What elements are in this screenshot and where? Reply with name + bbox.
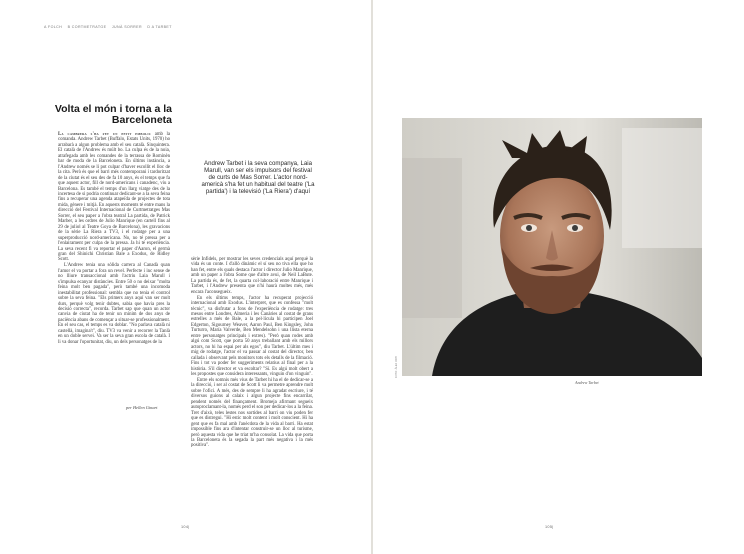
article-title: Volta el món i torna a la Barceloneta: [54, 103, 172, 126]
page-number-right: 105|: [545, 525, 554, 529]
photo-caption: Andrew Tarbet: [575, 380, 599, 385]
photo-credit: FOTO: ÀLEX ORTI: [395, 355, 398, 378]
paragraph-text: L'Andrew tenia una sòlida carrera al Canadà quan l'amor el va portar a fora un revel. Perfecte i inc sense de no lliure transaccional amb l'actriu Laia Marull i s'impulsa ecanyar distàncies. Entre 50 o no deixar "molta feina molt ben pagada", però també una incomoda inestabilitat professional: sembla que no tenia el control sobre la seva feina. "Els primers anys aquí van ser molt durs, perquè volg tenir dubtes, sabia que havia pres la decisió correcta", recorda. Tarbet sap que quan un actor canvia de ciutat ha de tenir un mínim de dos anys de paciència abans de començar a situar-se professionalment. En el seu cas, el temps es va doblar. "No parlava català ni castellà, imagina't", diu. TV3 va venir a recorrer la Tanlà en un doble servei. Va ser la seva gran escola de català. I li va donar l'oportunitat, diu, un dels personatges de la: [58, 263, 170, 345]
running-head: [44, 25, 176, 29]
body-column-2: [191, 257, 313, 449]
body-paragraph: [58, 132, 170, 263]
body-paragraph: Entre els somnis més vius de Tarbet hi ha el de dedicar-se a la direcció, i ser al costat de Scott li va permetre aprendre molt sobre l'ofici. A més, des de sempre li ha agradat escriure, i té diversos guions al calaix i algun projecte fins encarrilat, pendent només del finançament. Bromeja afirmant segueix autoproclamant-la, només perd el son per dedicar-los a la feina. Tret d'això, teles lestes nos sortides al barri on viu poden fer que es distregui. "Hi estic molt content i molt conscient. Hi ha gent que es fa mal amb l'anècdota de la vida al barri. Ha estat impossible fins ara d'intentar construir-se un lloc al turisme, però aquesta vida que he triat m'ha consolat. La vida que porta la Barceloneta és la segada la part més negativa i la més positiva".: [191, 377, 313, 449]
body-paragraph: [58, 263, 170, 345]
body-column-1: [58, 132, 170, 346]
body-paragraph: sèrie Infidels, per mostrar les seves credencials aquí perquè la vida és un conte. I d'allò dinàmic el sí seu no tiva ella que ho han fet, entre els quals destaca l'actor i director Julio Manrique, amb un paper a l'obra Some que d'altre avui, de Neil LaBute. La partida és, de fet, la quarta col·laboració entre Manrique i Tarbet, i l'Andrew presenta que n'hi haurà moltes més, més encara l'aconsegueix.: [191, 257, 313, 295]
portrait-photo: [402, 118, 702, 376]
page-number-left: 104|: [181, 525, 190, 529]
running-head-item: D A TARBET: [147, 25, 172, 29]
byline: per Hellen Ginart: [126, 405, 158, 410]
running-head-item: JUNÀ SORRER: [111, 25, 142, 29]
running-head-item: B CORTMETRATGE: [67, 25, 107, 29]
running-head-item: A FOLCH: [44, 25, 63, 29]
left-page: [0, 0, 371, 554]
body-paragraph: En els últims temps, l'actor ha recuperat projecció internacional amb Exodus. L'interpret, que es confessa "molt tècnic", va disfrutar a fons de l'experiència de rodatge: tres mesos entre Londres, Almeria i les Canàries al costat de grans estrelles a més de Bale, a la pel·lícula hi participen Joel Edgerton, Sigourney Weaver, Aaron Paul, Ben Kingsley, John Turturro, María Valverde, Ben Mendelsohn i una llista eterna entre personatges principals i extres). "Però quan rodes amb algú com Scott, que porta 50 anys treballant amb els millors actors, no hi ha espai per als egos", diu Tarbet. L'últim mes i mig de rodatge, l'actor el va passar al costat del director, ben callada i observant pels monitors tots els detalls de la filmació. Fins i tot va poder fer suggeriments relatius al final per a la història. S'il director et va escoltar? "Sí. Es algú molt obert a les propostes que considera interessants, vinguin d'on vinguin".: [191, 295, 313, 378]
paragraph-text: amb la comanda. Andrew Tarbet (Buffalo, Estats Units, 1970) ho arrabarà a algun problema amb el seu català. Sinquintera. El català de l'Andrew és múlt bo. La culpa és de la noia, atrafegada amb les comandes de la terrassa de Rominèn bar de moda de la Barceloneta. En últims instància, a l'Andrew només se li pot culpar d'haver escollit el lloc de la cita. Però és que el barri més contemporani i tardoritzat de la ciutat és el seu des de fa 10 anys, és el temps que fa que aquest actor, fill de nord-americans i canadenc, viu a Barcelona. Es també el temps d'un llarg viatge des de la incertesa de si podria continuar dedicant-se a la seva feina fins a recuperar una agenda atapeïda de projectes de tota mida, gènere i mitjà. En aquests moments té entre mans la direcció del Festival Internacional de Curtmetratges Mas Sorrer, el seu paper a l'obra teatral La partida, de Patrick Marber, a les ordres de Julio Manrique (en cartell fins al 29 de juliol al Teatre Goya de Barcelona), les gravacions de la sèrie La Riera a TV3, i el rodatge per a una superproducció nord-americana. No, no té pressa per a l'enlairament per culpa de la pressa. Ja hi té experiència. La seva recent fi va reportar el paper d'Aaron, el germà gran del Shinichi Christian Bale a Exodus, de Ridley Scott.: [58, 132, 170, 263]
pull-quote: Andrew Tarbet i la seva companya, Laia Marull, van ser els impulsors del festival de curts de Mas Sorrer. L'actor nord-americà s'ha fet un habitual del teatre ('La partida') i la televisió ('La Riera') d'aquí: [201, 160, 315, 195]
lead-in: La cambrera s'ha fet un petit embolic: [58, 132, 152, 137]
